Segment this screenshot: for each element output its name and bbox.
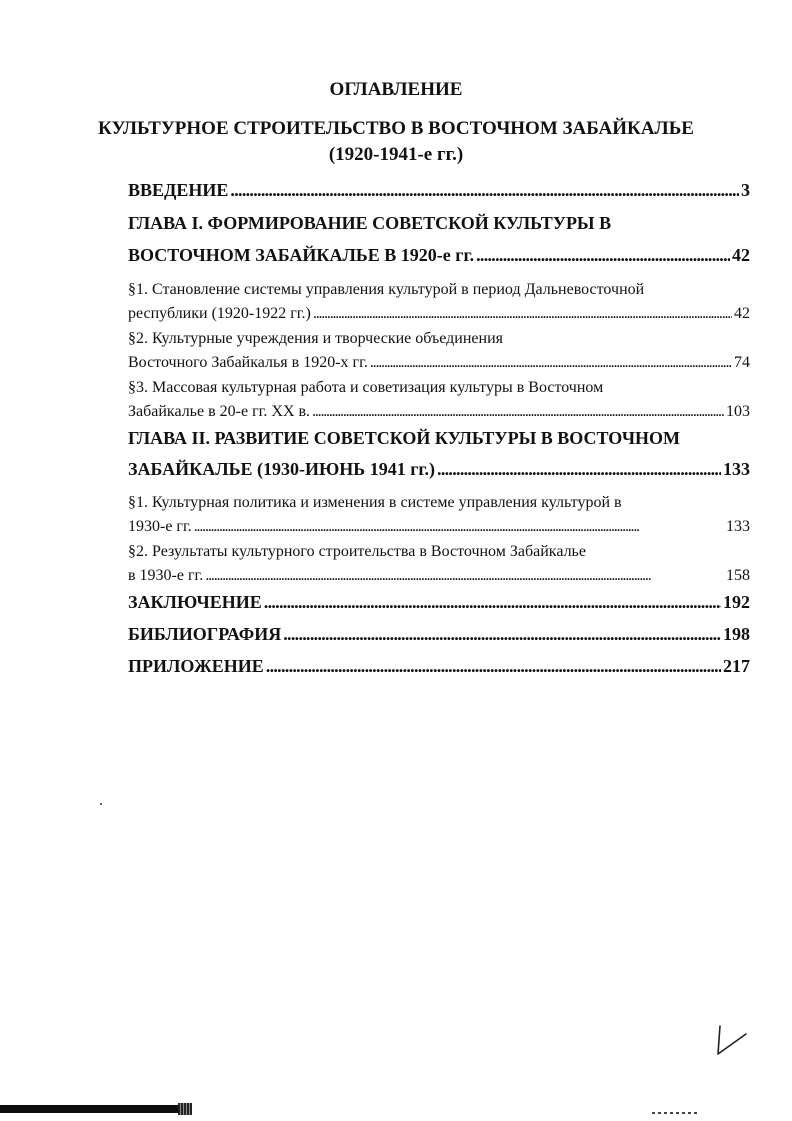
toc-page-number: 103 (726, 403, 750, 420)
toc-entry-chapter2 (128, 459, 750, 480)
dot-leader (230, 180, 739, 201)
dot-leader (437, 459, 721, 480)
toc-page-number: 3 (741, 180, 750, 200)
document-subtitle-years: (1920-1941-е гг.) (328, 144, 464, 165)
dot-leader (476, 245, 730, 266)
dot-leader (313, 305, 732, 323)
toc-section-title: §1. Культурная политика и изменения в системе управления культурой в (128, 494, 622, 511)
toc-page-number: 133 (723, 459, 750, 479)
dot-leader (370, 354, 732, 372)
toc-entry-label: Забайкалье в 20-е гг. XX в. (128, 403, 311, 420)
toc-page-number: 217 (723, 656, 750, 676)
toc-entry-intro (128, 180, 750, 201)
dot-leader (264, 592, 721, 613)
dot-leader (266, 656, 721, 677)
dot-leader (194, 518, 724, 536)
handwritten-check-mark (712, 1022, 752, 1058)
toc-entry-label: ЗАКЛЮЧЕНИЕ (128, 592, 262, 612)
toc-entry-label: Восточного Забайкалья в 1920-х гг. (128, 354, 368, 371)
toc-entry-section (128, 567, 750, 585)
toc-entry-label: 1930-е гг. (128, 518, 192, 535)
scan-edge-bar (0, 1100, 192, 1117)
toc-chapter1-title: ГЛАВА I. ФОРМИРОВАНИЕ СОВЕТСКОЙ КУЛЬТУРЫ В (128, 213, 612, 233)
toc-entry-label: республики (1920-1922 гг.) (128, 305, 311, 322)
scan-artifact (652, 1112, 698, 1114)
toc-page-number: 133 (726, 518, 750, 535)
toc-page-number: 42 (732, 245, 750, 265)
toc-entry-label: ЗАБАЙКАЛЬЕ (1930-ИЮНЬ 1941 гг.) (128, 459, 436, 479)
toc-entry-chapter1 (128, 245, 750, 266)
toc-page-number: 158 (726, 567, 750, 584)
scan-artifact (100, 803, 102, 805)
toc-page-number: 42 (734, 305, 750, 322)
toc-entry-label: БИБЛИОГРАФИЯ (128, 624, 282, 644)
toc-entry-label: ПРИЛОЖЕНИЕ (128, 656, 264, 676)
toc-entry-section (128, 518, 750, 536)
toc-section-title: §3. Массовая культурная работа и советизация культуры в Восточном (128, 379, 604, 396)
toc-entry-bibliography (128, 624, 750, 645)
toc-entry-conclusion (128, 592, 750, 613)
toc-entry-appendix (128, 656, 750, 677)
toc-page-number: 192 (723, 592, 750, 612)
toc-entry-section (128, 403, 750, 421)
toc-entry-label: в 1930-е гг. (128, 567, 204, 584)
dot-leader (312, 403, 724, 421)
toc-entry-label: ВВЕДЕНИЕ (128, 180, 229, 200)
toc-section-title: §2. Культурные учреждения и творческие объединения (128, 330, 504, 347)
dot-leader (283, 624, 721, 645)
toc-section-title: §1. Становление системы управления культурой в период Дальневосточной (128, 281, 645, 298)
toc-section-title: §2. Результаты культурного строительства в Восточном Забайкалье (128, 543, 586, 560)
toc-chapter2-title: ГЛАВА II. РАЗВИТИЕ СОВЕТСКОЙ КУЛЬТУРЫ В ВОСТОЧНОМ (128, 428, 681, 448)
toc-page-number: 74 (734, 354, 750, 371)
toc-entry-section (128, 354, 750, 372)
document-subtitle: КУЛЬТУРНОЕ СТРОИТЕЛЬСТВО В ВОСТОЧНОМ ЗАБАЙКАЛЬЕ (98, 118, 694, 139)
toc-entry-section (128, 305, 750, 323)
dot-leader (205, 567, 724, 585)
toc-title: ОГЛАВЛЕНИЕ (329, 79, 463, 100)
toc-page-number: 198 (723, 624, 750, 644)
toc-entry-label: ВОСТОЧНОМ ЗАБАЙКАЛЬЕ В 1920-е гг. (128, 245, 475, 265)
